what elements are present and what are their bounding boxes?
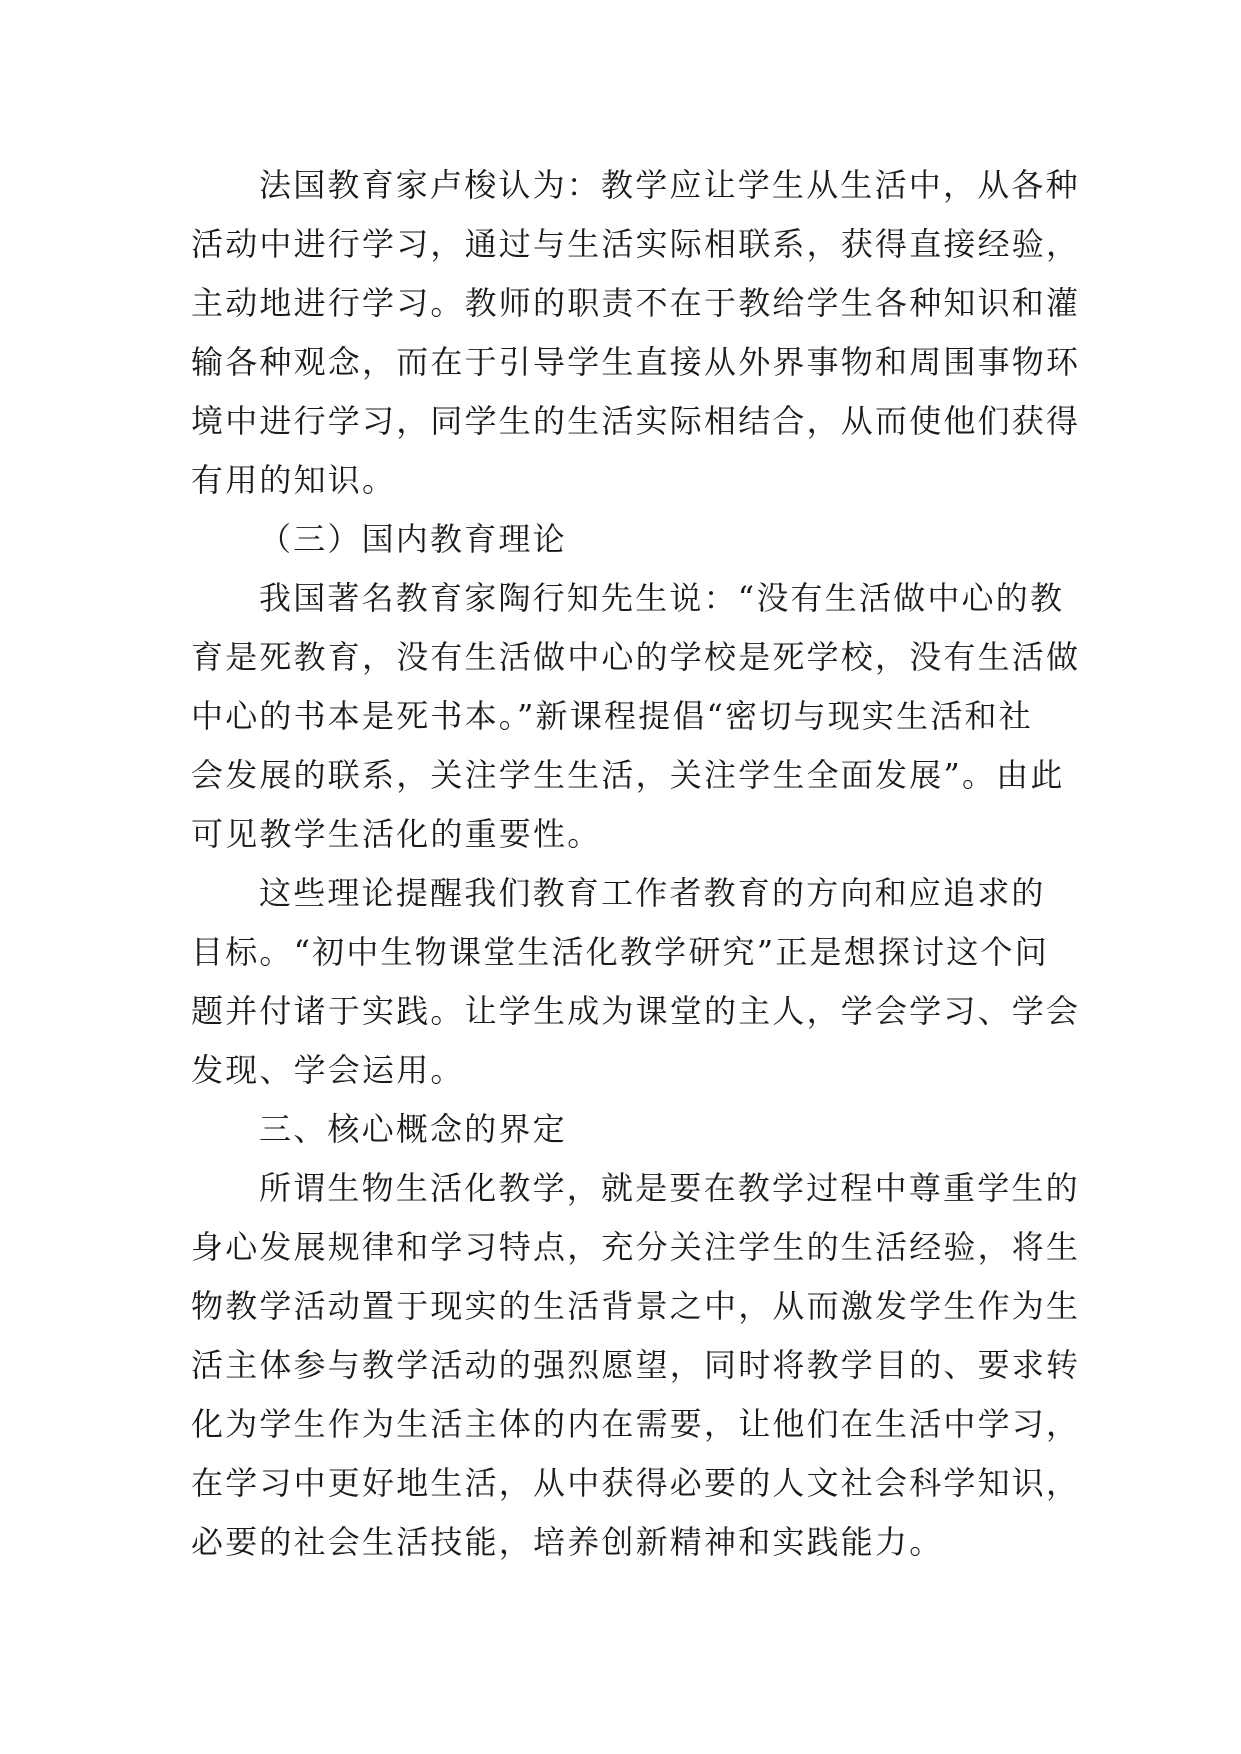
text-line: 必要的社会生活技能，培养创新精神和实践能力。 bbox=[191, 1523, 944, 1561]
text-line: 主动地进行学习。教师的职责不在于教给学生各种知识和灌 bbox=[191, 284, 1081, 322]
text-line: 化为学生作为生活主体的内在需要，让他们在生活中学习， bbox=[191, 1405, 1081, 1443]
text-line: 这些理论提醒我们教育工作者教育的方向和应追求的 bbox=[259, 874, 1046, 912]
section-heading: （三）国内教育理论 bbox=[259, 520, 567, 558]
text-line: 输各种观念，而在于引导学生直接从外界事物和周围事物环 bbox=[191, 343, 1081, 381]
text-line: 育是死教育，没有生活做中心的学校是死学校，没有生活做 bbox=[191, 638, 1081, 676]
paragraph-core-concept bbox=[191, 1159, 1091, 1572]
text-line: 我国著名教育家陶行知先生说：“没有生活做中心的教 bbox=[259, 579, 1065, 617]
text-line: 有用的知识。 bbox=[191, 461, 397, 499]
text-line: 所谓生物生活化教学，就是要在教学过程中尊重学生的 bbox=[259, 1169, 1080, 1207]
text-line: 会发展的联系，关注学生生活，关注学生全面发展”。由此 bbox=[191, 756, 1065, 794]
text-line: 在学习中更好地生活，从中获得必要的人文社会科学知识， bbox=[191, 1464, 1081, 1502]
text-line: 活主体参与教学活动的强烈愿望，同时将教学目的、要求转 bbox=[191, 1346, 1081, 1384]
text-line: 境中进行学习，同学生的生活实际相结合，从而使他们获得 bbox=[191, 402, 1081, 440]
text-line: 题并付诸于实践。让学生成为课堂的主人，学会学习、学会 bbox=[191, 992, 1081, 1030]
text-line: 可见教学生活化的重要性。 bbox=[191, 815, 602, 853]
text-line: 目标。“初中生物课堂生活化教学研究”正是想探讨这个问 bbox=[191, 933, 1049, 971]
paragraph-tao-xingzhi bbox=[191, 569, 1091, 864]
text-line: 活动中进行学习，通过与生活实际相联系，获得直接经验， bbox=[191, 225, 1081, 263]
text-line: 发现、学会运用。 bbox=[191, 1051, 465, 1089]
text-line: 身心发展规律和学习特点，充分关注学生的生活经验，将生 bbox=[191, 1228, 1081, 1266]
text-line: 中心的书本是死书本。”新课程提倡“密切与现实生活和社 bbox=[191, 697, 1033, 735]
paragraph-rousseau bbox=[191, 156, 1091, 510]
text-line: 物教学活动置于现实的生活背景之中，从而激发学生作为生 bbox=[191, 1287, 1081, 1325]
paragraph-theory-summary bbox=[191, 864, 1091, 1100]
text-line: 法国教育家卢梭认为：教学应让学生从生活中，从各种 bbox=[259, 166, 1080, 204]
section-heading: 三、核心概念的界定 bbox=[259, 1110, 567, 1148]
